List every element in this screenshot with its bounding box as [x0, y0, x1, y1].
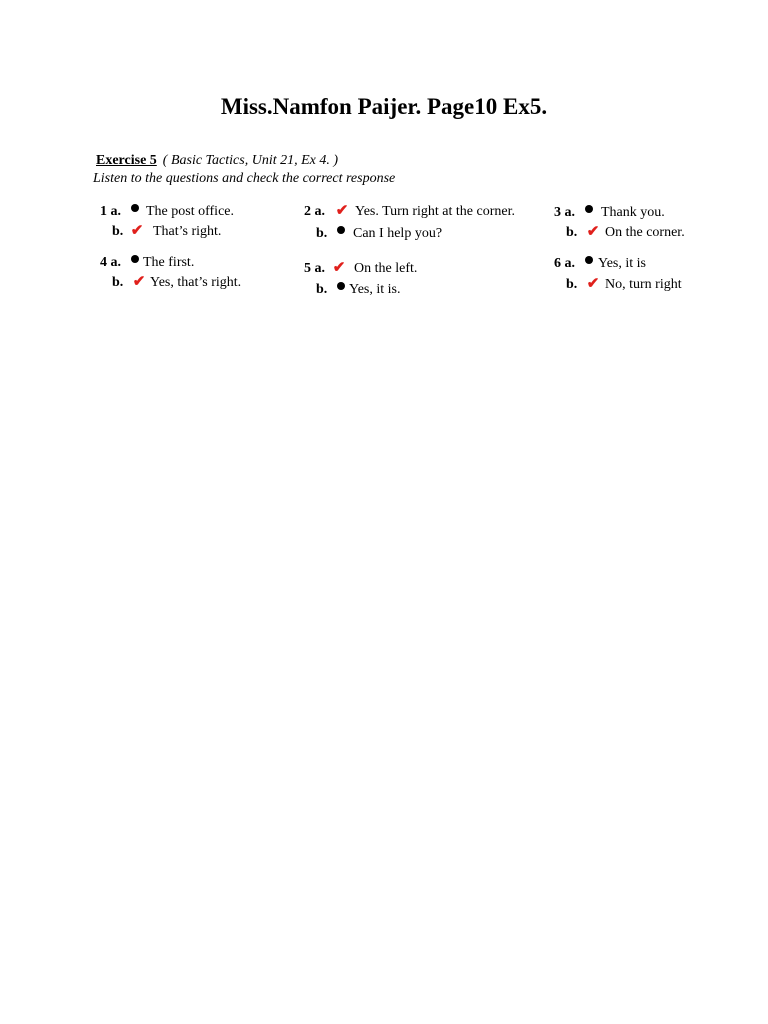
option-label: 3 a.	[554, 205, 575, 220]
question-6-option-b	[566, 277, 682, 293]
option-text: The first.	[143, 255, 195, 270]
option-text: On the left.	[354, 261, 418, 276]
option-text: The post office.	[146, 204, 234, 219]
instruction-text: Listen to the questions and check the correct response	[93, 171, 396, 186]
question-1-option-b	[112, 224, 221, 240]
option-label: b.	[112, 224, 124, 239]
bullet-icon	[128, 255, 142, 271]
option-label: 4 a.	[100, 255, 121, 270]
option-label: b.	[316, 282, 328, 297]
option-text: No, turn right	[605, 277, 682, 292]
question-5-option-a	[304, 261, 417, 277]
question-6-option-a	[554, 256, 646, 272]
option-text: Yes, it is	[598, 256, 646, 271]
question-3-option-a	[554, 205, 665, 221]
question-1-option-a	[100, 204, 234, 220]
page-title: Miss.Namfon Paijer. Page10 Ex5.	[220, 94, 548, 119]
question-3-option-b	[566, 225, 685, 241]
exercise-heading	[96, 153, 338, 169]
question-4-option-b	[112, 275, 241, 291]
checkmark-icon: ✔	[332, 260, 346, 276]
checkmark-icon: ✔	[586, 276, 600, 292]
option-label: b.	[316, 226, 328, 241]
bullet-icon	[334, 282, 348, 298]
checkmark-icon: ✔	[335, 203, 349, 219]
checkmark-icon: ✔	[132, 274, 146, 290]
option-text: That’s right.	[153, 224, 222, 239]
option-label: b.	[566, 277, 578, 292]
option-label: 1 a.	[100, 204, 121, 219]
question-4-option-a	[100, 255, 194, 271]
checkmark-icon: ✔	[586, 224, 600, 240]
option-label: b.	[112, 275, 124, 290]
option-text: Thank you.	[601, 205, 665, 220]
option-label: b.	[566, 225, 578, 240]
option-text: Yes, it is.	[349, 282, 401, 297]
question-2-option-a	[304, 204, 515, 220]
option-label: 2 a.	[304, 204, 325, 219]
exercise-label: Exercise 5	[96, 153, 157, 168]
option-text: On the corner.	[605, 225, 685, 240]
bullet-icon	[334, 226, 348, 242]
option-text: Yes. Turn right at the corner.	[355, 204, 515, 219]
option-label: 5 a.	[304, 261, 325, 276]
question-2-option-b	[316, 226, 442, 242]
bullet-icon	[582, 205, 596, 221]
option-text: Can I help you?	[353, 226, 443, 241]
option-text: Yes, that’s right.	[150, 275, 242, 290]
checkmark-icon: ✔	[130, 223, 144, 239]
bullet-icon	[582, 256, 596, 272]
bullet-icon	[128, 204, 142, 220]
exercise-reference: ( Basic Tactics, Unit 21, Ex 4. )	[162, 153, 339, 168]
option-label: 6 a.	[554, 256, 575, 271]
question-5-option-b	[316, 282, 401, 298]
